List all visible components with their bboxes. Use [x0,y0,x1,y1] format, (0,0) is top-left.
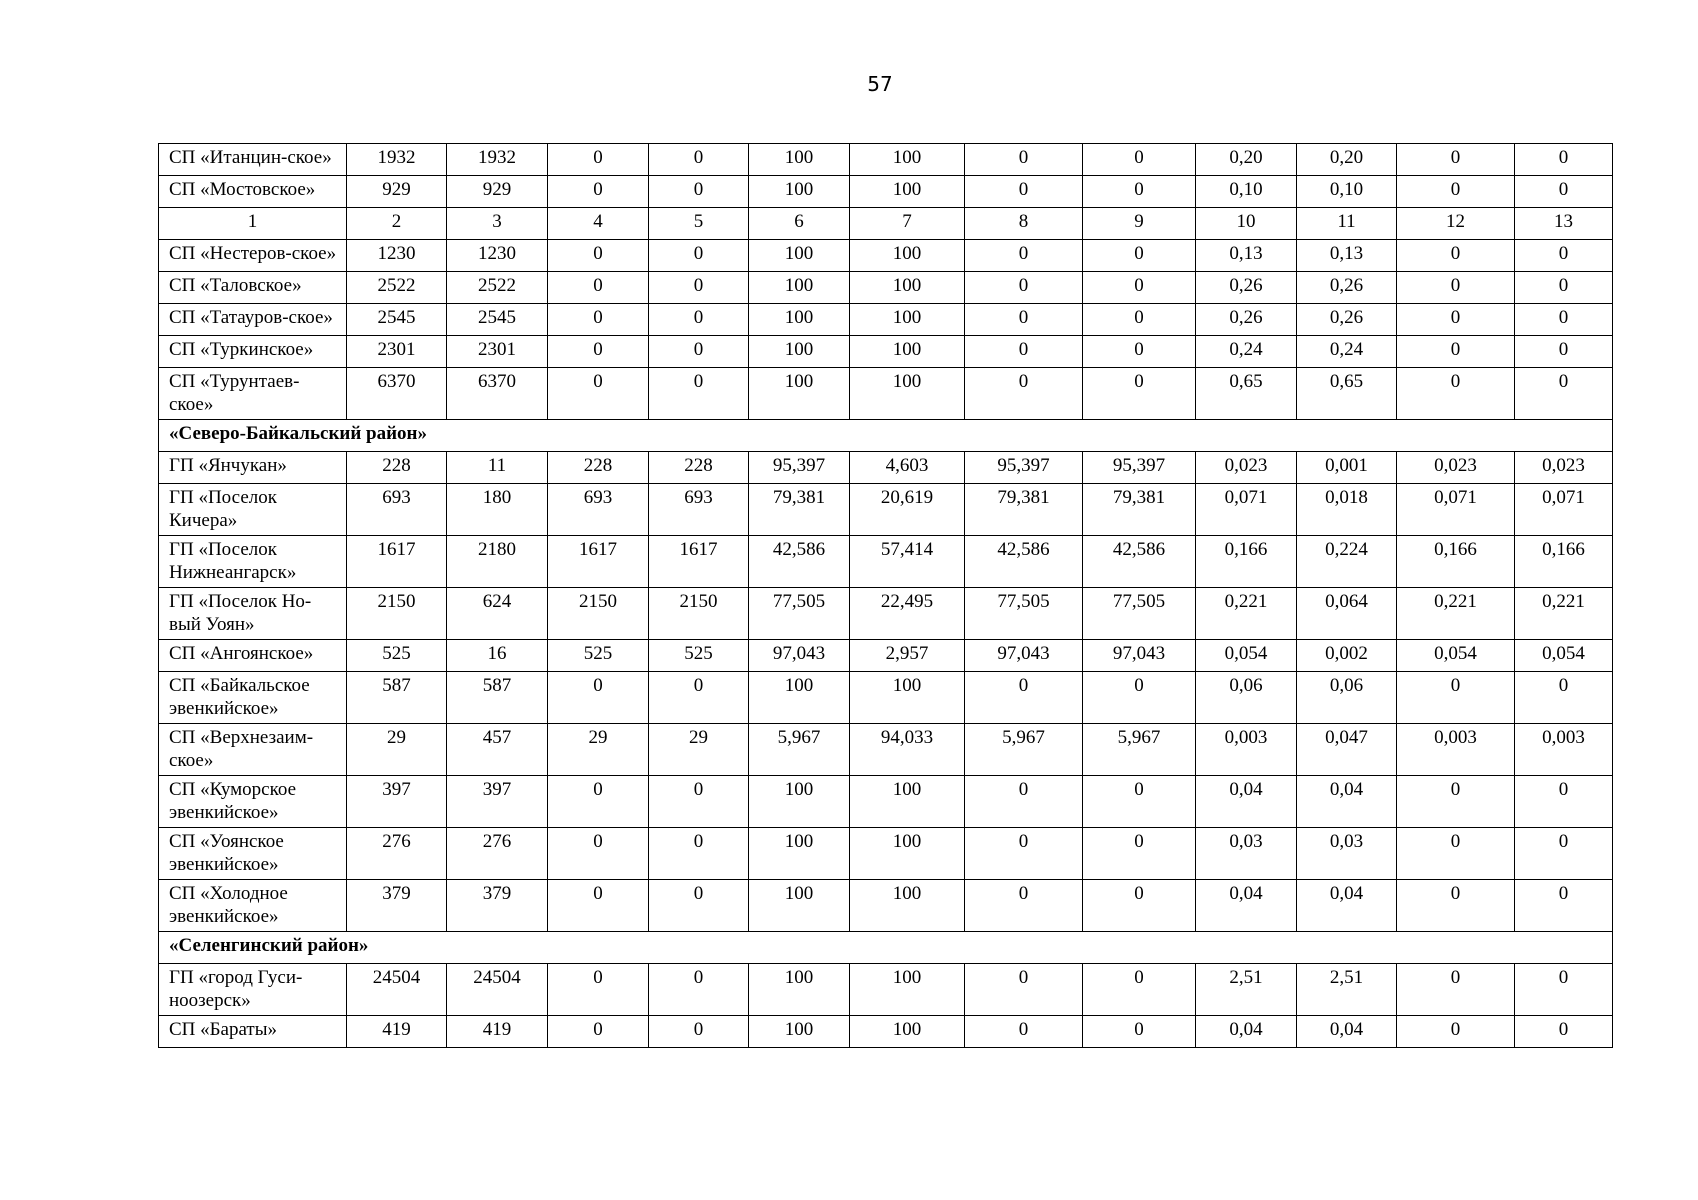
table-cell: 0 [1515,272,1613,304]
table-cell: 2301 [347,336,447,368]
table-cell: 100 [850,1016,965,1048]
table-row [159,336,1613,368]
table-cell: 0 [965,828,1083,880]
settlement-name: ГП «Поселок Кичера» [159,484,347,536]
table-cell: 228 [649,452,749,484]
table-cell: 0 [965,144,1083,176]
table-cell: 0 [649,368,749,420]
table-cell: 0,224 [1297,536,1397,588]
table-cell: 587 [447,672,548,724]
table-cell: 100 [749,336,850,368]
column-number-cell: 11 [1297,208,1397,240]
table-cell: 2,957 [850,640,965,672]
table-cell: 1230 [347,240,447,272]
table-cell: 0 [1515,304,1613,336]
table-cell: 100 [850,336,965,368]
table-body [159,144,1613,1048]
table-cell: 97,043 [749,640,850,672]
table-cell: 0,003 [1397,724,1515,776]
settlement-name: ГП «Янчукан» [159,452,347,484]
table-row [159,964,1613,1016]
table-cell: 100 [850,240,965,272]
table-cell: 0,04 [1297,776,1397,828]
table-cell: 276 [347,828,447,880]
table-cell: 624 [447,588,548,640]
table-cell: 0 [548,828,649,880]
table-cell: 0 [1515,964,1613,1016]
table-cell: 6370 [347,368,447,420]
table-cell: 100 [850,828,965,880]
table-cell: 0,071 [1397,484,1515,536]
table-cell: 0,13 [1196,240,1297,272]
table-cell: 2301 [447,336,548,368]
table-cell: 0 [649,336,749,368]
table-cell: 77,505 [1083,588,1196,640]
table-cell: 5,967 [749,724,850,776]
settlement-name: ГП «город Гуси-ноозерск» [159,964,347,1016]
table-cell: 0 [1397,1016,1515,1048]
table-cell: 0 [965,240,1083,272]
table-cell: 24504 [347,964,447,1016]
table-cell: 0 [965,336,1083,368]
settlement-name: СП «Уоянское эвенкийское» [159,828,347,880]
table-cell: 0 [548,1016,649,1048]
table-cell: 79,381 [749,484,850,536]
table-cell: 100 [749,1016,850,1048]
table-cell: 587 [347,672,447,724]
table-cell: 0 [649,776,749,828]
table-cell: 2,51 [1297,964,1397,1016]
table-row [159,536,1613,588]
table-cell: 0,003 [1515,724,1613,776]
table-cell: 2180 [447,536,548,588]
table-cell: 79,381 [965,484,1083,536]
table-cell: 0,221 [1397,588,1515,640]
table-cell: 0 [649,828,749,880]
table-cell: 0,20 [1196,144,1297,176]
table-cell: 0 [1083,776,1196,828]
table-cell: 0,13 [1297,240,1397,272]
table-cell: 100 [749,776,850,828]
table-cell: 4,603 [850,452,965,484]
table-row [159,452,1613,484]
section-header: «Селенгинский район» [159,932,1613,964]
column-number-cell: 6 [749,208,850,240]
table-cell: 0 [1083,304,1196,336]
table-row [159,828,1613,880]
table-cell: 11 [447,452,548,484]
table-cell: 0,023 [1515,452,1613,484]
table-cell: 379 [447,880,548,932]
table-cell: 97,043 [1083,640,1196,672]
table-cell: 2522 [447,272,548,304]
table-cell: 0 [1083,368,1196,420]
table-cell: 29 [347,724,447,776]
settlement-name: СП «Верхнезаим-ское» [159,724,347,776]
table-cell: 929 [447,176,548,208]
table-cell: 95,397 [1083,452,1196,484]
table-cell: 0 [1397,828,1515,880]
table-cell: 525 [548,640,649,672]
table-cell: 0 [1083,672,1196,724]
section-header-row [159,420,1613,452]
table-cell: 0,04 [1297,1016,1397,1048]
table-row [159,368,1613,420]
table-cell: 0,003 [1196,724,1297,776]
table-cell: 0 [965,776,1083,828]
table-cell: 0,023 [1196,452,1297,484]
table-cell: 0,65 [1196,368,1297,420]
table-cell: 457 [447,724,548,776]
table-cell: 0,26 [1196,272,1297,304]
table-cell: 0 [1397,336,1515,368]
table-cell: 0 [649,144,749,176]
table-cell: 0 [649,672,749,724]
table-cell: 94,033 [850,724,965,776]
table-cell: 79,381 [1083,484,1196,536]
table-cell: 0 [1515,1016,1613,1048]
table-cell: 100 [749,272,850,304]
table-cell: 100 [749,144,850,176]
table-cell: 100 [749,880,850,932]
table-cell: 693 [548,484,649,536]
table-row [159,672,1613,724]
table-cell: 100 [850,776,965,828]
table-cell: 1230 [447,240,548,272]
table-cell: 525 [649,640,749,672]
column-number-row [159,208,1613,240]
settlement-name: СП «Итанцин-ское» [159,144,347,176]
table-cell: 0 [1397,776,1515,828]
section-header-row [159,932,1613,964]
table-cell: 693 [649,484,749,536]
table-cell: 100 [850,272,965,304]
table-cell: 419 [447,1016,548,1048]
table-cell: 0,20 [1297,144,1397,176]
settlement-name: СП «Татауров-ское» [159,304,347,336]
table-cell: 0,06 [1297,672,1397,724]
table-cell: 929 [347,176,447,208]
settlement-name: СП «Холодное эвенкийское» [159,880,347,932]
table-cell: 0 [1397,144,1515,176]
table-cell: 2150 [649,588,749,640]
table-cell: 0 [1397,672,1515,724]
table-cell: 0,001 [1297,452,1397,484]
table-cell: 0 [1083,880,1196,932]
table-cell: 419 [347,1016,447,1048]
table-row [159,588,1613,640]
table-cell: 0 [548,880,649,932]
column-number-cell: 12 [1397,208,1515,240]
table-row [159,176,1613,208]
table-cell: 0 [1397,176,1515,208]
settlement-name: СП «Турунтаев-ское» [159,368,347,420]
table-cell: 0,166 [1196,536,1297,588]
table-cell: 42,586 [1083,536,1196,588]
table-cell: 0 [649,304,749,336]
table-cell: 0 [965,368,1083,420]
table-cell: 1932 [347,144,447,176]
table-cell: 0 [1083,828,1196,880]
column-number-cell: 7 [850,208,965,240]
table-cell: 0 [1397,304,1515,336]
table-cell: 0 [1083,176,1196,208]
table-cell: 525 [347,640,447,672]
settlement-name: СП «Ангоянское» [159,640,347,672]
table-cell: 42,586 [965,536,1083,588]
table-cell: 1617 [347,536,447,588]
table-cell: 0 [548,144,649,176]
table-cell: 100 [749,964,850,1016]
table-cell: 0,10 [1297,176,1397,208]
settlement-name: СП «Туркинское» [159,336,347,368]
table-cell: 0,65 [1297,368,1397,420]
table-cell: 228 [347,452,447,484]
table-cell: 0 [548,776,649,828]
table-cell: 0 [649,272,749,304]
table-cell: 0,04 [1297,880,1397,932]
table-row [159,724,1613,776]
table-cell: 100 [850,964,965,1016]
table-cell: 0 [965,176,1083,208]
table-cell: 77,505 [965,588,1083,640]
table-cell: 0,04 [1196,776,1297,828]
table-cell: 1617 [548,536,649,588]
table-cell: 100 [850,672,965,724]
table-cell: 0 [965,672,1083,724]
table-cell: 0,054 [1515,640,1613,672]
table-cell: 6370 [447,368,548,420]
table-cell: 0 [1515,880,1613,932]
table-cell: 0 [548,336,649,368]
table-cell: 100 [749,828,850,880]
table-cell: 0 [965,304,1083,336]
table-cell: 0 [548,672,649,724]
table-cell: 0,26 [1297,304,1397,336]
table-cell: 5,967 [965,724,1083,776]
table-cell: 100 [749,240,850,272]
table-cell: 100 [749,672,850,724]
table-cell: 22,495 [850,588,965,640]
table-cell: 0,221 [1196,588,1297,640]
table-cell: 2,51 [1196,964,1297,1016]
table-cell: 0,04 [1196,880,1297,932]
table-cell: 0 [965,272,1083,304]
settlement-name: ГП «Поселок Нижнеангарск» [159,536,347,588]
table-cell: 2150 [347,588,447,640]
table-cell: 100 [850,144,965,176]
table-cell: 0 [1083,336,1196,368]
settlement-name: СП «Куморское эвенкийское» [159,776,347,828]
table-cell: 100 [850,368,965,420]
table-cell: 0,071 [1515,484,1613,536]
table-cell: 228 [548,452,649,484]
table-cell: 397 [447,776,548,828]
table-cell: 0 [649,176,749,208]
table-cell: 0,10 [1196,176,1297,208]
table-cell: 77,505 [749,588,850,640]
table-cell: 0 [1083,964,1196,1016]
table-cell: 0 [1515,336,1613,368]
table-cell: 276 [447,828,548,880]
table-row [159,144,1613,176]
column-number-cell: 3 [447,208,548,240]
table-cell: 0,04 [1196,1016,1297,1048]
settlement-name: СП «Бараты» [159,1016,347,1048]
table-cell: 0 [649,880,749,932]
table-cell: 0 [1515,672,1613,724]
column-number-cell: 13 [1515,208,1613,240]
table-cell: 0,002 [1297,640,1397,672]
settlement-name: ГП «Поселок Но-вый Уоян» [159,588,347,640]
table-row [159,304,1613,336]
table-cell: 20,619 [850,484,965,536]
table-cell: 0 [548,272,649,304]
table-cell: 57,414 [850,536,965,588]
column-number-cell: 2 [347,208,447,240]
table-cell: 0 [1515,240,1613,272]
table-row [159,880,1613,932]
table-cell: 29 [548,724,649,776]
table-cell: 42,586 [749,536,850,588]
column-number-cell: 4 [548,208,649,240]
table-row [159,240,1613,272]
table-cell: 0 [965,964,1083,1016]
table-cell: 1617 [649,536,749,588]
settlement-name: СП «Мостовское» [159,176,347,208]
table-cell: 0 [548,964,649,1016]
table-cell: 0 [649,964,749,1016]
table-cell: 693 [347,484,447,536]
table-cell: 0,023 [1397,452,1515,484]
table-cell: 0,221 [1515,588,1613,640]
table-cell: 0 [1397,880,1515,932]
table-cell: 0 [649,240,749,272]
table-cell: 0 [649,1016,749,1048]
table-cell: 0 [1515,176,1613,208]
column-number-cell: 10 [1196,208,1297,240]
table-cell: 0 [1083,144,1196,176]
table-cell: 0 [965,1016,1083,1048]
table-cell: 100 [850,304,965,336]
table-cell: 0,26 [1196,304,1297,336]
table-cell: 0,06 [1196,672,1297,724]
table-cell: 5,967 [1083,724,1196,776]
table-cell: 0 [1515,144,1613,176]
table-cell: 100 [850,176,965,208]
table-cell: 0 [1515,828,1613,880]
table-row [159,484,1613,536]
table-cell: 0,03 [1297,828,1397,880]
table-cell: 2545 [447,304,548,336]
table-cell: 16 [447,640,548,672]
table-cell: 100 [749,176,850,208]
table-cell: 0,03 [1196,828,1297,880]
data-table [158,143,1613,1048]
table-cell: 0 [1397,368,1515,420]
table-row [159,640,1613,672]
table-cell: 0,166 [1397,536,1515,588]
table-cell: 0,018 [1297,484,1397,536]
table-cell: 2522 [347,272,447,304]
table-cell: 2545 [347,304,447,336]
settlement-name: СП «Нестеров-ское» [159,240,347,272]
table-row [159,1016,1613,1048]
table-cell: 0,24 [1196,336,1297,368]
table-cell: 0 [1397,272,1515,304]
table-cell: 0 [1515,368,1613,420]
table-cell: 0 [1083,240,1196,272]
column-number-cell: 9 [1083,208,1196,240]
table-cell: 0 [548,240,649,272]
table-cell: 0,24 [1297,336,1397,368]
table-cell: 0,054 [1397,640,1515,672]
table-cell: 0,064 [1297,588,1397,640]
table-cell: 379 [347,880,447,932]
table-cell: 0,26 [1297,272,1397,304]
table-cell: 97,043 [965,640,1083,672]
table-cell: 29 [649,724,749,776]
settlement-name: СП «Таловское» [159,272,347,304]
table-cell: 0,166 [1515,536,1613,588]
column-number-cell: 1 [159,208,347,240]
table-cell: 0 [1515,776,1613,828]
table-cell: 0 [965,880,1083,932]
table-cell: 0 [1397,240,1515,272]
column-number-cell: 5 [649,208,749,240]
table-cell: 95,397 [965,452,1083,484]
table-cell: 180 [447,484,548,536]
page-number: 57 [867,72,893,96]
table-cell: 24504 [447,964,548,1016]
settlement-name: СП «Байкальское эвенкийское» [159,672,347,724]
table-cell: 2150 [548,588,649,640]
table-cell: 0 [548,368,649,420]
table-cell: 0 [1083,1016,1196,1048]
table-cell: 0 [548,176,649,208]
table-cell: 100 [850,880,965,932]
table-cell: 100 [749,368,850,420]
table-row [159,272,1613,304]
table-cell: 95,397 [749,452,850,484]
table-cell: 0,047 [1297,724,1397,776]
table-cell: 0,071 [1196,484,1297,536]
table-cell: 1932 [447,144,548,176]
table-cell: 0 [1397,964,1515,1016]
table-cell: 397 [347,776,447,828]
column-number-cell: 8 [965,208,1083,240]
table-row [159,776,1613,828]
table-cell: 0,054 [1196,640,1297,672]
table-cell: 100 [749,304,850,336]
section-header: «Северо-Байкальский район» [159,420,1613,452]
table-cell: 0 [1083,272,1196,304]
table-cell: 0 [548,304,649,336]
